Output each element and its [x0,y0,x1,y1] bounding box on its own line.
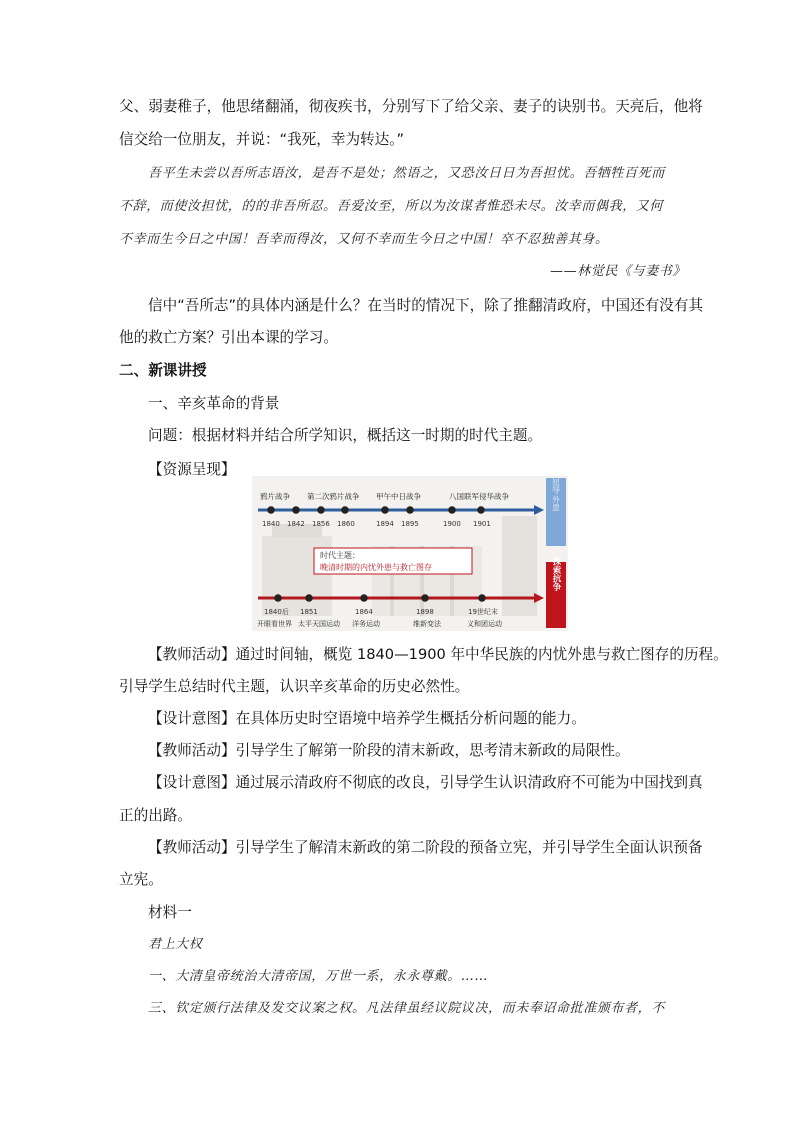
material-title: 君上大权 [148,937,203,952]
timeline-dot [317,506,325,514]
design-intent: 【设计意图】通过展示清政府不彻底的改良，引导学生认识清政府不可能为中国找到真 [148,774,703,791]
top-event-label: 鸦片战争 [260,492,290,501]
theme-label: 时代主题： [320,551,360,560]
top-year-label: 1840 [262,520,280,528]
timeline-dot [305,594,313,602]
material-line: 三、钦定颁行法律及发交议案之权。凡法律虽经议院议决，而未奉诏命批准颁布者，不 [148,1001,665,1016]
timeline-dot [448,506,456,514]
timeline-dot [341,506,349,514]
bottom-year-label: 19世纪末 [468,608,498,616]
bottom-event-label: 洋务运动 [352,620,380,628]
timeline-dot [267,506,275,514]
bottom-year-label: 1840后 [264,608,289,616]
timeline-dot [406,506,414,514]
timeline-dot [292,506,300,514]
paragraph-line: 立宪。 [119,871,163,888]
subsection-heading: 一、辛亥革命的背景 [148,395,280,412]
bottom-event-label: 维新变法 [413,620,441,628]
top-event-label: 甲午中日战争 [376,492,421,501]
timeline-dot [274,594,282,602]
paragraph-line: 引导学生总结时代主题，认识辛亥革命的历史必然性。 [119,678,470,695]
timeline-figure [252,476,568,631]
paragraph-line: 父、弱妻稚子，他思绪翻涌，彻夜疾书，分别写下了给父亲、妻子的诀别书。天亮后，他将 [119,98,703,115]
top-year-label: 1900 [443,520,461,528]
top-year-label: 1842 [287,520,305,528]
quote-line: 吾平生未尝以吾所志语汝，是吾不是处；然语之，又恐汝日日为吾担忧。吾牺牲百死而 [148,166,665,181]
quote-line: 不幸而生今日之中国！吾幸而得汝，又何不幸而生今日之中国！卒不忍独善其身。 [119,232,609,247]
top-event-label: 第二次鸦片战争 [307,492,360,501]
side-tag-bottom-text: 探索抗争 [551,557,561,591]
paragraph-line: 他的救亡方案？引出本课的学习。 [119,329,338,346]
paragraph-line: 正的出路。 [119,807,192,824]
teacher-activity: 【教师活动】通过时间轴，概览 1840—1900 年中华民族的内忧外患与救亡图存的历程。 [148,646,728,663]
top-year-label: 1894 [376,520,394,528]
timeline-dot [421,594,429,602]
quote-source: ——林觉民《与妻书》 [549,264,686,279]
bottom-year-label: 1898 [416,608,434,616]
section-heading: 二、新课讲授 [119,362,207,379]
paragraph-line: 信中“吾所志”的具体内涵是什么？在当时的情况下，除了推翻清政府，中国还有没有其 [148,297,704,314]
bottom-event-label: 开眼看世界 [257,620,292,628]
timeline-dot [478,594,486,602]
bottom-year-label: 1864 [355,608,373,616]
top-year-label: 1901 [473,520,491,528]
design-intent: 【设计意图】在具体历史时空语境中培养学生概括分析问题的能力。 [148,710,586,727]
bottom-event-label: 义和团运动 [467,620,502,628]
teacher-activity: 【教师活动】引导学生了解清末新政的第二阶段的预备立宪，并引导学生全面认识预备 [148,839,703,856]
bottom-event-label: 太平天国运动 [298,620,340,628]
top-year-label: 1856 [312,520,330,528]
top-year-label: 1860 [337,520,355,528]
timeline-dot [381,506,389,514]
timeline-svg [252,476,568,631]
top-event-label: 八国联军侵华战争 [449,492,509,501]
timeline-dot [360,594,368,602]
material-label: 材料一 [148,904,192,921]
theme-text: 晚清时期的内忧外患与救亡图存 [320,563,432,572]
timeline-dot [477,506,485,514]
side-tag-top-text: 屈辱·外患 [551,476,561,512]
quote-line: 不辞，而使汝担忧，的的非吾所忍。吾爱汝至，所以为汝谋者惟恐未尽。汝幸而偶我，又何 [119,199,664,214]
resource-label: 【资源呈现】 [148,461,236,478]
material-line: 一、大清皇帝统治大清帝国，万世一系，永永尊戴。…… [148,969,489,984]
teacher-activity: 【教师活动】引导学生了解第一阶段的清末新政，思考清末新政的局限性。 [148,742,630,759]
top-year-label: 1895 [401,520,419,528]
bottom-year-label: 1851 [300,608,318,616]
paragraph-line: 信交给一位朋友，并说：“我死，幸为转达。” [119,131,405,148]
question-text: 问题：根据材料并结合所学知识，概括这一时期的时代主题。 [148,427,543,444]
